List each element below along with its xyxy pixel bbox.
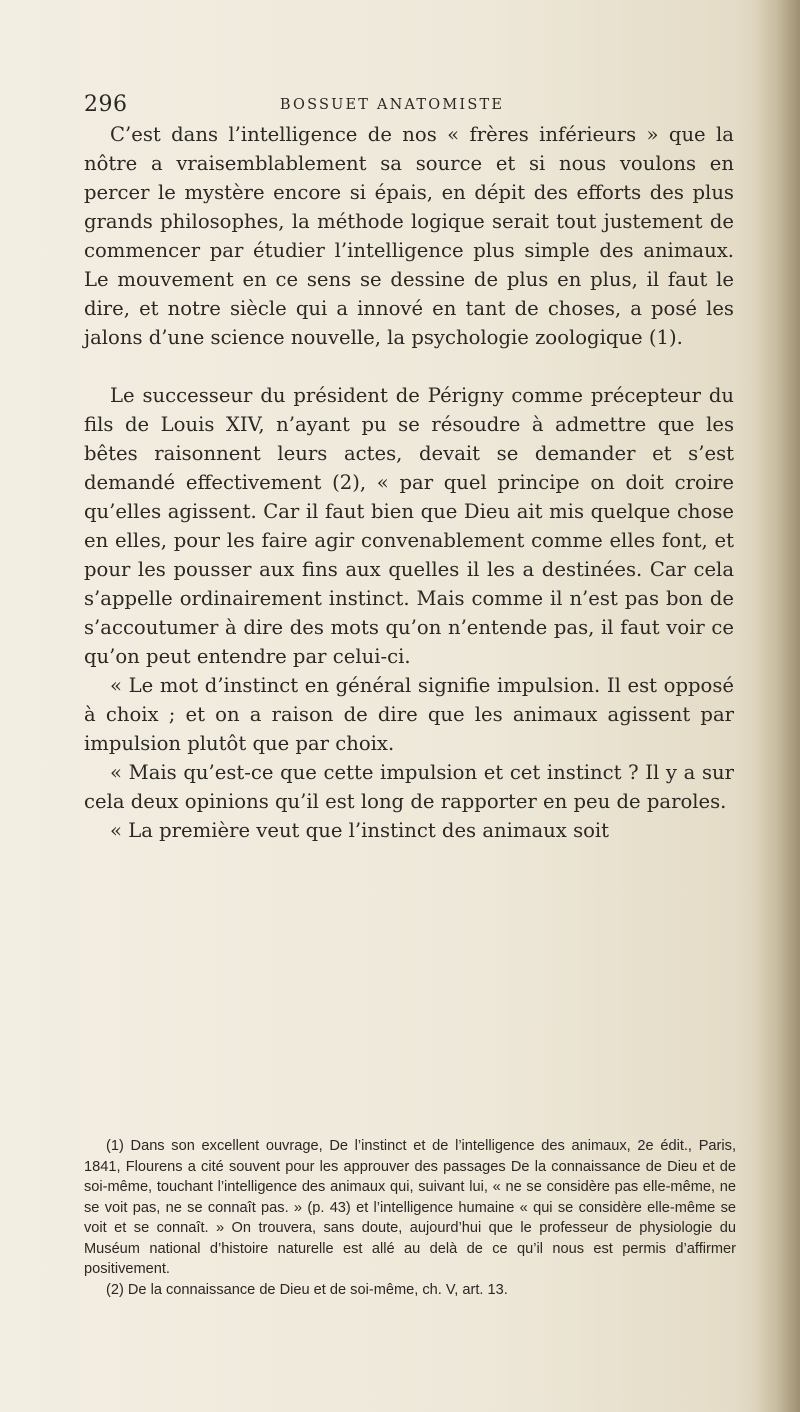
running-head: BOSSUET ANATOMISTE xyxy=(279,97,505,113)
paragraph-instinct-definition: « Le mot d’instinct en général signifie impulsion. Il est opposé à choix ; et on a raison de dire que les animaux agissent par impulsion plutôt que par choix. xyxy=(84,674,734,755)
footnote-1: (1) Dans son excellent ouvrage, De l’instinct et de l’intelligence des animaux, 2e édit., Paris, 1841, Flourens a cité souvent pour les approuver des passages De la connaissance de Dieu et de soi-même, touchant l’intelligence des animaux qui, suivant lui, « ne se considère pas elle-même, ne se voit pas, ne se connaît pas. » (p. 43) et l’intelligence humaine « qui se considère elle-même se voit et se connaît. » On trouvera, sans doute, aujourd’hui que le professeur de physiologie du Muséum national d’histoire naturelle est allé au delà de ce qu’il nous est permis d’affirmer positivement. xyxy=(84,1138,736,1277)
paragraph-intelligence: C’est dans l’intelligence de nos « frères inférieurs » que la nôtre a vraisemblablement sa source et si nous voulons en percer le mystère encore si épais, en dépit des efforts des plus grands philosophes, la méthode logique serait tout justement de commencer par étudier l’intelligence plus simple des animaux. Le mouvement en ce sens se dessine de plus en plus, il faut le dire, et notre siècle qui a innové en tant de choses, a posé les jalons d’une science nouvelle, la psychologie zoologique (1). xyxy=(84,123,734,349)
page-edge-shadow xyxy=(756,0,800,1412)
footnotes xyxy=(84,1136,736,1300)
paragraph-deux-opinions: « Mais qu’est-ce que cette impulsion et cet instinct ? Il y a sur cela deux opinions qu’il est long de rapporter en peu de paroles. xyxy=(84,761,734,813)
page-number: 296 xyxy=(84,92,128,117)
page-header xyxy=(84,92,740,122)
body-text xyxy=(84,120,734,845)
paragraph-premiere-opinion: « La première veut que l’instinct des animaux soit xyxy=(110,819,610,842)
footnote-2: (2) De la connaissance de Dieu et de soi-même, ch. V, art. 13. xyxy=(106,1281,508,1298)
paragraph-successeur: Le successeur du président de Périgny comme précepteur du fils de Louis XIV, n’ayant pu se résoudre à admettre que les bêtes raisonnent leurs actes, devait se demander et s’est demandé effectivement (2), « par quel principe on doit croire qu’elles agissent. Car il faut bien que Dieu ait mis quelque chose en elles, pour les faire agir convenablement comme elles font, et pour les pousser aux fins aux quelles il les a destinées. Car cela s’appelle ordinairement instinct. Mais comme il n’est pas bon de s’accoutumer à dire des mots qu’on n’entende pas, il faut voir ce qu’on peut entendre par celui-ci. xyxy=(84,384,734,668)
